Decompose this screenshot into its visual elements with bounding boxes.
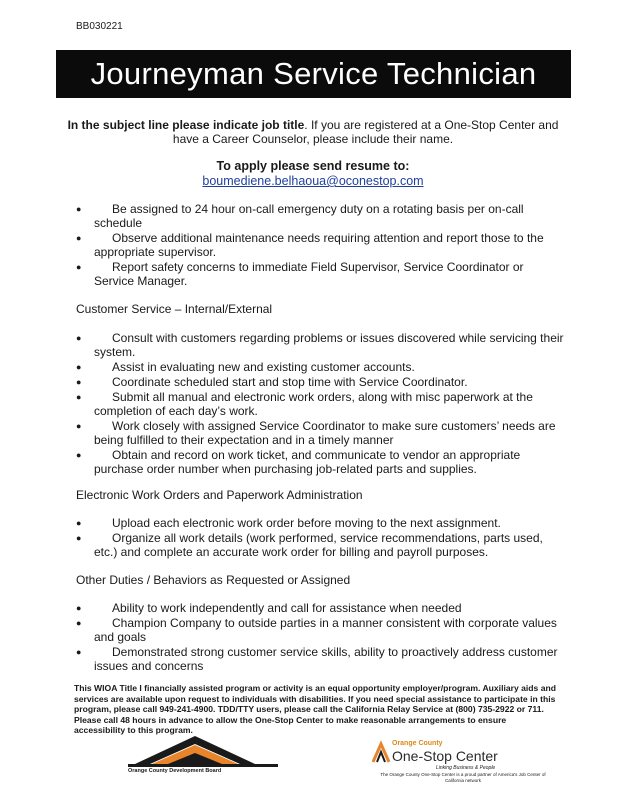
list-item [76,390,566,418]
bullet-icon: ● [76,333,82,343]
list-item [76,375,566,389]
list-item-text: Be assigned to 24 hour on-call emergency duty on a rotating basis per on-call schedule [94,202,524,230]
bullet-icon: ● [76,603,82,613]
list-item-text: Obtain and record on work ticket, and communicate to vendor an appropriate purchase order number when purchasing job-related parts and supplies. [94,448,521,476]
list-item [76,616,566,644]
list-item [76,645,566,673]
list-item [76,419,566,447]
title-banner [56,50,571,98]
one-stop-partner-note: The Orange County One-Stop Center is a proud partner of America's Job Center of California network [380,772,546,783]
list-item-text: Assist in evaluating new and existing customer accounts. [112,360,415,374]
document-id: BB030221 [76,21,123,32]
list-item-text: Observe additional maintenance needs requiring attention and report those to the appropriate supervisor. [94,231,544,259]
bullet-icon: ● [76,421,82,431]
list-item-text: Champion Company to outside parties in a manner consistent with corporate values and goals [94,616,557,644]
list-item [76,360,566,374]
list-item [76,331,566,359]
bullet-icon: ● [76,262,82,272]
list-item-text: Coordinate scheduled start and stop time with Service Coordinator. [112,375,468,389]
list-item-text: Upload each electronic work order before moving to the next assignment. [112,516,501,530]
list-item [76,231,566,259]
apply-label: To apply please send resume to: [216,159,410,173]
list-item-text: Ability to work independently and call for assistance when needed [112,601,462,615]
intro-bullet-list [76,202,566,289]
orange-county-label: Orange County [392,740,443,747]
instructions-bold: In the subject line please indicate job title [67,118,305,132]
section-heading-other: Other Duties / Behaviors as Requested or Assigned [76,573,351,587]
list-item [76,601,566,615]
list-item [76,202,566,230]
page-title: Journeyman Service Technician [90,56,537,91]
orange-county-development-board-logo [120,732,300,790]
apply-block [60,159,566,189]
list-item-text: Submit all manual and electronic work orders, along with misc paperwork at the completion of each day’s work. [94,390,533,418]
list-item [76,448,566,476]
bullet-icon: ● [76,204,82,214]
list-item-text: Report safety concerns to immediate Field Supervisor, Service Coordinator or Service Manager. [94,260,524,288]
list-item [76,516,566,530]
list-item [76,260,566,288]
eeo-footer-text: This WIOA Title I financially assisted program or activity is an equal opportunity employer/program. Auxiliary aids and services are available upon request to individuals with disabilities. If you need special assistance to participate in this program, please call 949-241-4900. TDD/TTY users, please call the California Relay Service at (800) 735-2922 or 711. Please call 48 hours in advance to allow the One-Stop Center to make reasonable arrangements to ensure accessibility to this program. [74,683,557,735]
bullet-icon: ● [76,362,82,372]
email-link[interactable]: boumediene.belhaoua@oconestop.com [202,174,424,188]
list-item-text: Demonstrated strong customer service skills, ability to proactively address customer issues and concerns [94,645,558,673]
subject-instructions [60,118,566,146]
list-item [76,531,566,559]
list-item-text: Organize all work details (work performed, service recommendations, parts used, etc.) and complete an accurate work order for billing and payroll purposes. [94,531,543,559]
one-stop-center-emblem-icon [370,740,392,766]
section-heading-customer-service: Customer Service – Internal/External [76,302,273,316]
bullet-icon: ● [76,392,82,402]
customer-bullet-list [76,331,566,477]
bullet-icon: ● [76,377,82,387]
bullet-icon: ● [76,450,82,460]
other-bullet-list [76,601,566,674]
bullet-icon: ● [76,533,82,543]
list-item-text: Work closely with assigned Service Coordinator to make sure customers’ needs are being fulfilled to their expectation and in a timely manner [94,419,556,447]
instructions-rest: . If you are registered at a One-Stop Center and have a Career Counselor, please include their name. [172,118,559,146]
bullet-icon: ● [76,233,82,243]
section-heading-electronic: Electronic Work Orders and Paperwork Administration [76,488,363,502]
bullet-icon: ● [76,647,82,657]
one-stop-tagline: Linking Business & People [436,765,496,771]
bullet-icon: ● [76,518,82,528]
one-stop-center-label: One-Stop Center [392,748,498,764]
list-item-text: Consult with customers regarding problems or issues discovered while servicing their system. [94,331,564,359]
development-board-label: Orange County Development Board [128,768,222,774]
bullet-icon: ● [76,618,82,628]
electronic-bullet-list [76,516,566,560]
